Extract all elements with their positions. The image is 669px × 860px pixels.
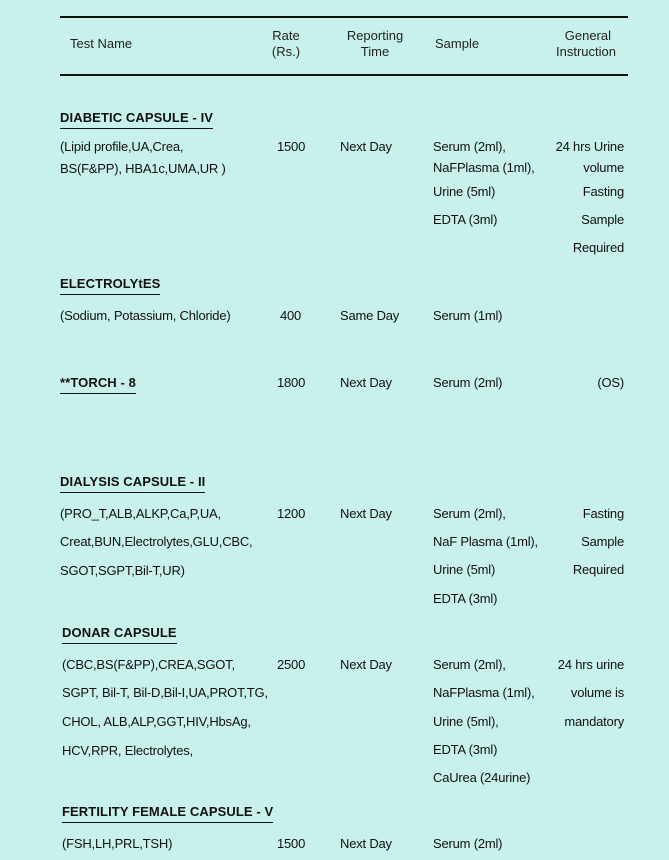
rate-value: 1500 bbox=[277, 836, 306, 851]
sample-line: Serum (1ml) bbox=[433, 308, 503, 323]
test-list-line: (CBC,BS(F&PP),CREA,SGOT, bbox=[62, 657, 235, 672]
header-time-line1: Reporting bbox=[346, 28, 404, 43]
sample-line: EDTA (3ml) bbox=[433, 212, 498, 227]
rate-value: 1800 bbox=[277, 375, 306, 390]
test-list-line: (FSH,LH,PRL,TSH) bbox=[62, 836, 173, 851]
reporting-time-value: Next Day bbox=[340, 139, 392, 154]
test-list-line: (Lipid profile,UA,Crea, bbox=[60, 139, 184, 154]
sample-line: CaUrea (24urine) bbox=[433, 770, 531, 785]
test-list-line: CHOL, ALB,ALP,GGT,HIV,HbsAg, bbox=[62, 714, 251, 729]
test-list-line: SGPT, Bil-T, Bil-D,Bil-I,UA,PROT,TG, bbox=[62, 685, 268, 700]
instruction-line: (OS) bbox=[597, 375, 624, 390]
test-list-line: BS(F&PP), HBA1c,UMA,UR ) bbox=[60, 161, 226, 176]
header-reporting-time bbox=[335, 28, 415, 60]
instruction-line: Required bbox=[572, 562, 624, 577]
instruction-line: Sample bbox=[581, 212, 624, 227]
sample-line: Serum (2ml) bbox=[433, 375, 503, 390]
section-title: **TORCH - 8 bbox=[60, 375, 136, 394]
section-title: DIALYSIS CAPSULE - II bbox=[60, 474, 205, 493]
rate-value: 1200 bbox=[277, 506, 306, 521]
sample-line: EDTA (3ml) bbox=[433, 742, 498, 757]
sample-line: NaFPlasma (1ml), bbox=[433, 160, 535, 175]
reporting-time-value: Next Day bbox=[340, 375, 392, 390]
sample-line: EDTA (3ml) bbox=[433, 591, 498, 606]
sample-line: Serum (2ml), bbox=[433, 139, 506, 154]
sample-line: Serum (2ml) bbox=[433, 836, 503, 851]
section-title: FERTILITY FEMALE CAPSULE - V bbox=[62, 804, 273, 823]
reporting-time-value: Same Day bbox=[340, 308, 400, 323]
rate-value: 400 bbox=[280, 308, 302, 323]
header-top-rule bbox=[60, 16, 628, 18]
header-rate-line1: Rate bbox=[272, 28, 300, 43]
sample-line: NaFPlasma (1ml), bbox=[433, 685, 535, 700]
sample-line: Urine (5ml), bbox=[433, 714, 499, 729]
instruction-line: Fasting bbox=[582, 506, 624, 521]
header-instr-line2: Instruction bbox=[556, 44, 616, 59]
instruction-line: 24 hrs urine bbox=[557, 657, 624, 672]
sample-line: Serum (2ml), bbox=[433, 657, 506, 672]
instruction-line: volume is bbox=[570, 685, 624, 700]
header-sample: Sample bbox=[435, 36, 480, 51]
instruction-line: volume bbox=[583, 160, 624, 175]
sample-line: NaF Plasma (1ml), bbox=[433, 534, 538, 549]
test-list-line: HCV,RPR, Electrolytes, bbox=[62, 743, 193, 758]
reporting-time-value: Next Day bbox=[340, 657, 392, 672]
reporting-time-value: Next Day bbox=[340, 836, 392, 851]
section-title: DONAR CAPSULE bbox=[62, 625, 177, 644]
header-time-line2: Time bbox=[360, 44, 390, 59]
instruction-line: Fasting bbox=[582, 184, 624, 199]
test-list-line: Creat,BUN,Electrolytes,GLU,CBC, bbox=[60, 534, 253, 549]
section-title: DIABETIC CAPSULE - IV bbox=[60, 110, 213, 129]
test-list-line: SGOT,SGPT,Bil-T,UR) bbox=[60, 563, 185, 578]
instruction-line: 24 hrs Urine bbox=[555, 139, 624, 154]
instruction-line: Required bbox=[572, 240, 624, 255]
header-general-instruction bbox=[530, 28, 616, 60]
reporting-time-value: Next Day bbox=[340, 506, 392, 521]
sample-line: Urine (5ml) bbox=[433, 562, 496, 577]
header-rate-line2: (Rs.) bbox=[271, 44, 301, 59]
section-title: ELECTROLYtES bbox=[60, 276, 160, 295]
test-list-line: (Sodium, Potassium, Chloride) bbox=[60, 308, 231, 323]
test-list-line: (PRO_T,ALB,ALKP,Ca,P,UA, bbox=[60, 506, 221, 521]
instruction-line: Sample bbox=[581, 534, 624, 549]
header-rate bbox=[258, 28, 314, 60]
rate-value: 2500 bbox=[277, 657, 306, 672]
instruction-line: mandatory bbox=[564, 714, 624, 729]
sample-line: Urine (5ml) bbox=[433, 184, 496, 199]
header-bottom-rule bbox=[60, 74, 628, 76]
header-test-name: Test Name bbox=[70, 36, 133, 51]
sample-line: Serum (2ml), bbox=[433, 506, 506, 521]
rate-value: 1500 bbox=[277, 139, 306, 154]
header-instr-line1: General bbox=[564, 28, 611, 43]
